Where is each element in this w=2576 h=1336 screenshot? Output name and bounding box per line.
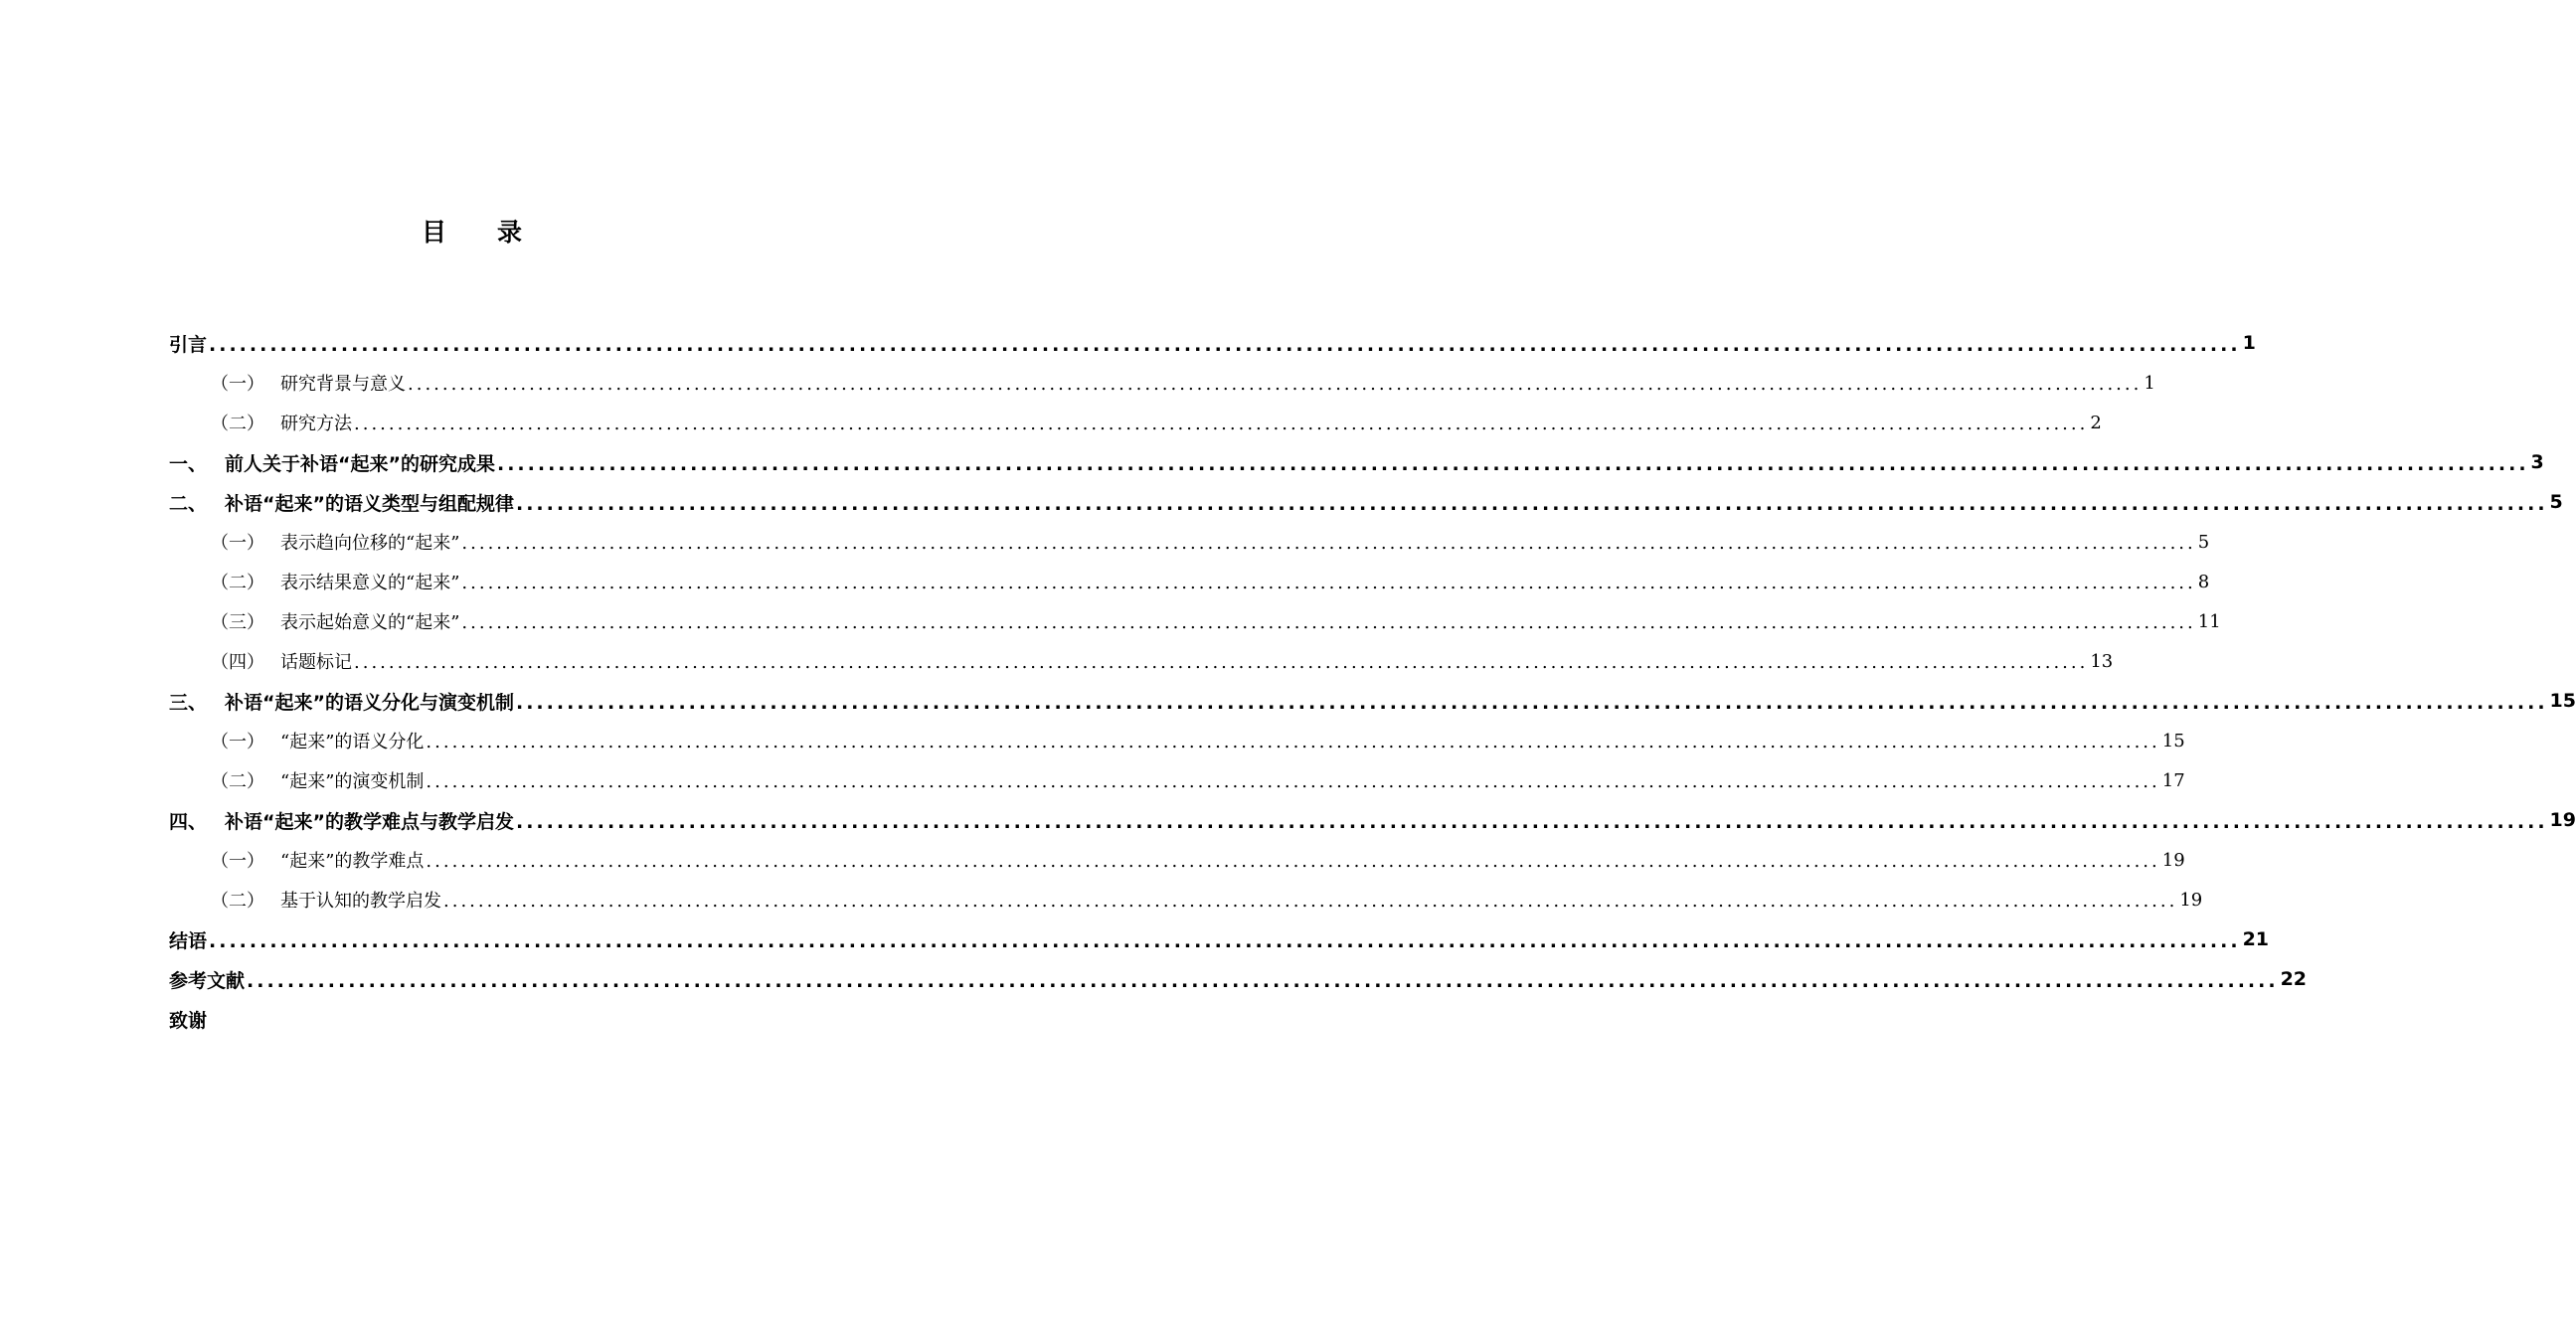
toc-entry-number: （二） [211, 771, 264, 792]
toc-entry-title: 话题标记 [280, 652, 352, 673]
toc-entry[interactable] [169, 919, 2270, 959]
toc-entry[interactable] [169, 760, 2185, 800]
toc-entry-title: 补语“起来”的教学难点与教学启发 [225, 810, 514, 833]
toc-entry-number: （一） [211, 732, 264, 752]
toc-entry-label [169, 807, 514, 834]
toc-entry-page: 8 [2197, 571, 2210, 592]
toc-leader-dots: ........................................................................................................................................................................................................ [354, 414, 2089, 434]
toc-leader-dots: ........................................................................................................................................................................................................ [515, 691, 2548, 714]
toc-entry-page: 5 [2549, 491, 2563, 513]
toc-entry-page: 17 [2161, 769, 2185, 791]
toc-entry-page: 15 [2161, 730, 2185, 752]
toc-entry-title: 引言 [169, 333, 208, 356]
toc-entry-label [169, 330, 207, 357]
toc-entry[interactable] [169, 363, 2155, 403]
toc-entry-number: 三、 [169, 691, 208, 714]
toc-entry[interactable] [169, 880, 2203, 919]
toc-entry[interactable] [169, 800, 2576, 840]
toc-entry-label [211, 529, 459, 555]
toc-entry[interactable] [169, 482, 2563, 522]
toc-entry-page: 21 [2242, 928, 2270, 950]
toc-entry-label [211, 608, 459, 634]
toc-entry[interactable] [169, 721, 2185, 760]
toc-entry[interactable] [169, 403, 2102, 442]
toc-entry[interactable] [169, 601, 2221, 641]
toc-entry-page: 5 [2197, 531, 2210, 553]
toc-leader-dots: ........................................................................................................................................................................................................ [426, 771, 2160, 792]
toc-entry-title: 补语“起来”的语义类型与组配规律 [225, 492, 514, 515]
toc-entry-page: 19 [2161, 849, 2185, 871]
toc-entry-page: 15 [2549, 690, 2576, 712]
page-title-left: 目 [421, 218, 447, 247]
toc-entry-number: （二） [211, 891, 264, 912]
toc-entry-title: 表示趋向位移的“起来” [280, 533, 460, 554]
toc-entry-number: （一） [211, 374, 264, 395]
toc-entry[interactable] [169, 323, 2256, 363]
toc-entry-number: （一） [211, 851, 264, 872]
toc-entry-label [211, 728, 424, 753]
toc-entry-title: 表示起始意义的“起来” [280, 612, 460, 633]
toc-entry-title: “起来”的演变机制 [280, 771, 425, 792]
page-title [0, 213, 945, 249]
toc-entry-label [211, 847, 424, 873]
toc-entry-title: 表示结果意义的“起来” [280, 573, 460, 593]
toc-entry-title: 致谢 [169, 1009, 208, 1032]
toc-entry-title: 研究方法 [280, 414, 352, 434]
toc-leader-dots: ........................................................................................................................................................................................................ [461, 533, 2196, 554]
toc-entry-number: 二、 [169, 492, 208, 515]
toc-leader-dots: ........................................................................................................................................................................................................ [209, 333, 2241, 356]
toc-entry-label [211, 648, 352, 674]
toc-entry-number: 四、 [169, 810, 208, 833]
toc-leader-dots: ........................................................................................................................................................................................................ [496, 452, 2529, 475]
page-title-right: 录 [497, 218, 524, 247]
toc-entry-title: 参考文献 [169, 969, 246, 992]
toc-entry-label [169, 688, 514, 715]
toc-leader-dots: ........................................................................................................................................................................................................ [461, 573, 2196, 593]
toc-entry-label [169, 449, 495, 476]
toc-entry-number: （二） [211, 414, 264, 434]
toc-entry[interactable] [169, 681, 2576, 721]
toc-entry-label [169, 1006, 207, 1033]
toc-leader-dots: ........................................................................................................................................................................................................ [408, 374, 2143, 395]
toc-entry-label [211, 569, 459, 594]
toc-entry-title: 结语 [169, 929, 208, 952]
toc-leader-dots: ........................................................................................................................................................................................................ [247, 969, 2279, 992]
toc-leader-dots: ........................................................................................................................................................................................................ [443, 891, 2178, 912]
toc-entry[interactable] [169, 641, 2114, 681]
toc-entry-page: 1 [2144, 372, 2155, 394]
toc-entry-label [169, 489, 514, 516]
toc-entry-page: 11 [2197, 610, 2221, 632]
toc-leader-dots: ........................................................................................................................................................................................................ [354, 652, 2089, 673]
table-of-contents [169, 323, 2576, 1039]
toc-entry-number: （二） [211, 573, 264, 593]
toc-entry-label [169, 966, 245, 993]
toc-entry-label [169, 926, 207, 953]
toc-entry[interactable] [169, 959, 2308, 999]
toc-entry-number: （四） [211, 652, 264, 673]
toc-entry-number: （三） [211, 612, 264, 633]
toc-entry-label [211, 410, 352, 435]
toc-entry-title: “起来”的语义分化 [280, 732, 425, 752]
toc-entry-title: 补语“起来”的语义分化与演变机制 [225, 691, 514, 714]
toc-entry-number: 一、 [169, 452, 208, 475]
toc-entry[interactable] [169, 442, 2544, 482]
toc-entry-title: 基于认知的教学启发 [280, 891, 441, 912]
toc-entry-page: 13 [2090, 650, 2114, 672]
toc-entry[interactable] [169, 840, 2185, 880]
toc-entry-label [211, 767, 424, 793]
toc-entry[interactable] [169, 522, 2210, 562]
toc-entry-label [211, 370, 406, 396]
toc-entry[interactable] [169, 562, 2210, 601]
toc-entry-page: 22 [2280, 968, 2308, 990]
toc-entry-title: 研究背景与意义 [280, 374, 406, 395]
toc-leader-dots: ........................................................................................................................................................................................................ [515, 492, 2548, 515]
toc-entry-title: “起来”的教学难点 [280, 851, 425, 872]
toc-entry-page: 1 [2242, 332, 2256, 354]
toc-entry-page: 19 [2549, 809, 2576, 831]
toc-entry-label [211, 887, 441, 913]
toc-entry-number: （一） [211, 533, 264, 554]
toc-entry-page: 3 [2530, 451, 2544, 473]
toc-leader-dots: ........................................................................................................................................................................................................ [515, 810, 2548, 833]
toc-leader-dots: ........................................................................................................................................................................................................ [209, 929, 2241, 952]
toc-leader-dots: ........................................................................................................................................................................................................ [461, 612, 2196, 633]
toc-entry[interactable] [169, 999, 846, 1039]
toc-leader-dots: ........................................................................................................................................................................................................ [426, 732, 2160, 752]
toc-entry-page: 2 [2090, 412, 2102, 433]
toc-leader-dots: ........................................................................................................................................................................................................ [426, 851, 2160, 872]
toc-entry-page: 19 [2179, 889, 2203, 911]
toc-entry-title: 前人关于补语“起来”的研究成果 [225, 452, 495, 475]
